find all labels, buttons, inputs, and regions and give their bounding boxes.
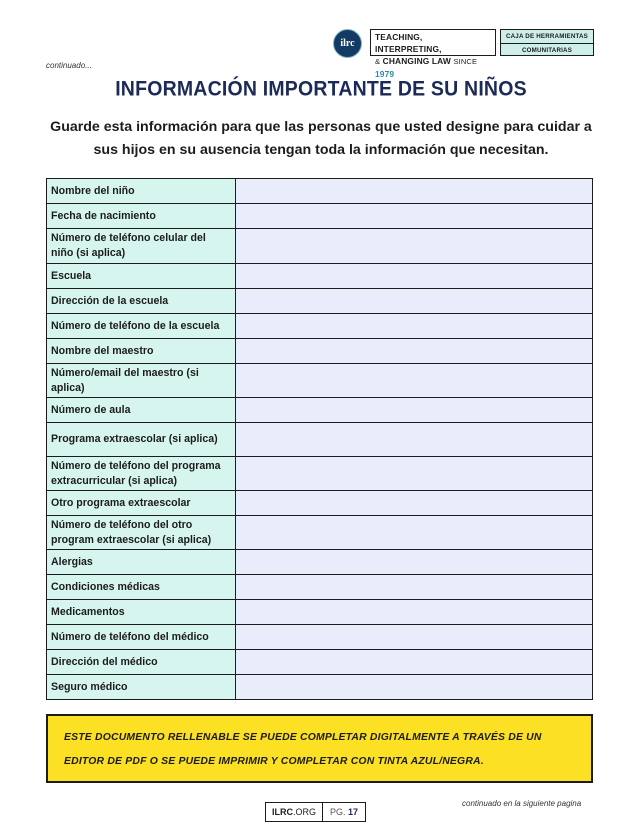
tagline-year: 1979 [375,69,395,79]
form-row-input[interactable] [236,204,593,229]
form-row-label: Condiciones médicas [47,575,236,600]
form-row-input[interactable] [236,339,593,364]
form-row [47,625,593,650]
form-row-input[interactable] [236,575,593,600]
form-row [47,491,593,516]
form-row-input[interactable] [236,625,593,650]
info-form-table [46,178,593,700]
footer-site-bold: ILRC [272,807,293,817]
form-row-label: Número de teléfono del programa extracurricular (si aplica) [47,457,236,491]
form-row-input[interactable] [236,516,593,550]
form-row [47,264,593,289]
form-row-input[interactable] [236,179,593,204]
form-row-label: Alergias [47,550,236,575]
form-row-label: Número de teléfono de la escuela [47,314,236,339]
footer-site-rest: .ORG [293,807,317,817]
form-row [47,398,593,423]
form-row [47,339,593,364]
form-row [47,600,593,625]
footer-site[interactable] [266,803,323,821]
tagline-box [370,29,496,79]
form-row-input[interactable] [236,398,593,423]
tagline-text: CHANGING LAW [382,56,451,66]
form-row-label: Nombre del maestro [47,339,236,364]
form-row [47,457,593,491]
footer-page-box [265,802,366,822]
form-row-label: Dirección del médico [47,650,236,675]
form-row-label: Número/email del maestro (si aplica) [47,364,236,398]
form-row-label: Dirección de la escuela [47,289,236,314]
tagline-since: SINCE [453,57,478,66]
form-row [47,314,593,339]
form-row-label: Otro programa extraescolar [47,491,236,516]
form-row-input[interactable] [236,550,593,575]
continued-bottom: continuado en la siguiente pagina [462,799,582,808]
form-row [47,575,593,600]
form-row-input[interactable] [236,289,593,314]
form-row-label: Número de teléfono del médico [47,625,236,650]
header [333,25,595,79]
form-row-input[interactable] [236,314,593,339]
toolkit-line2: COMUNITARIAS [521,47,573,54]
continued-top: continuado... [46,61,92,70]
form-row-input[interactable] [236,229,593,264]
form-row-label: Número de aula [47,398,236,423]
form-row-label: Número de teléfono celular del niño (si aplica) [47,229,236,264]
footer-page-number: 17 [348,807,359,817]
form-row [47,229,593,264]
form-row-label: Seguro médico [47,675,236,700]
form-row [47,423,593,457]
form-row-input[interactable] [236,264,593,289]
form-row [47,289,593,314]
toolkit-box [500,29,594,56]
form-row-input[interactable] [236,600,593,625]
form-row-input[interactable] [236,675,593,700]
toolkit-line1: CAJA DE HERRAMIENTAS [501,30,593,44]
form-row-label: Medicamentos [47,600,236,625]
ilrc-logo[interactable]: ilrc [333,29,362,58]
form-row-label: Nombre del niño [47,179,236,204]
form-row [47,650,593,675]
footer-page-label: PG. [330,807,346,817]
form-row-label: Fecha de nacimiento [47,204,236,229]
form-row-input[interactable] [236,650,593,675]
form-row-input[interactable] [236,364,593,398]
form-row-input[interactable] [236,423,593,457]
form-row-input[interactable] [236,457,593,491]
footer-page [323,803,365,821]
form-row-label: Programa extraescolar (si aplica) [47,423,236,457]
form-row [47,204,593,229]
tagline-amp: & [375,57,381,66]
form-row-input[interactable] [236,491,593,516]
form-row [47,179,593,204]
form-row [47,364,593,398]
form-row [47,675,593,700]
form-row [47,550,593,575]
form-row-label: Número de teléfono del otro program extraescolar (si aplica) [47,516,236,550]
form-row [47,516,593,550]
form-row-label: Escuela [47,264,236,289]
tagline-line1: TEACHING, INTERPRETING, [375,32,442,54]
notice-banner: ESTE DOCUMENTO RELLENABLE SE PUEDE COMPLETAR DIGITALMENTE A TRAVÉS DE UN EDITOR DE PDF O SE PUEDE IMPRIMIR Y COMPLETAR CON TINTA AZUL/NEGRA. [46,714,593,783]
page-subtitle: Guarde esta información para que las personas que usted designe para cuidar a sus hijos en su ausencia tengan toda la información que necesitan. [50,119,592,158]
page-title: INFORMACIÓN IMPORTANTE DE SU NIÑOS [115,77,527,101]
